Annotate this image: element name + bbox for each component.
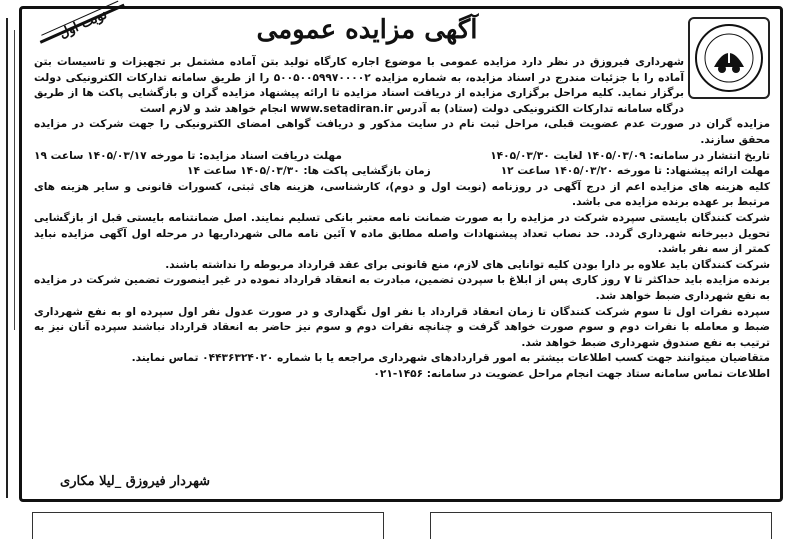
notice-body: [34, 55, 770, 382]
mayor-signature: شهردار فیروزق _لیلا مکاری: [60, 474, 210, 489]
publish-date: تاریخ انتشار در سامانه: ۱۴۰۵/۰۳/۰۹ لغایت ۱۴۰۵/۰۳/۳۰: [490, 149, 770, 162]
adjacent-ad-box-left: [32, 512, 384, 539]
paragraph-setad-contact: اطلاعات تماس سامانه ستاد جهت انجام مراحل عضویت در سامانه: ۱۴۵۶-۰۲۱: [373, 367, 770, 380]
paragraph-intro: شهرداری فیروزق در نظر دارد مزایده عمومی با موضوع اجاره کارگاه تولید بتن آماده مشتمل بر تجهیزات و تاسیسات بتن آماده را با جزئیات مندرج در اسناد مزایده، به شماره مزایده ۵۰۰۵۰۰۵۹۹۷۰۰۰۰۲ را از طریق سامانه تدارکات الکترونیکی دولت برگزار نماید. کلیه مراحل برگزاری مزایده از دریافت اسناد مزایده تا ارائه پیشنهاد مزایده گران و بازگشایی پاکت ها از طریق درگاه سامانه تدارکات الکترونیکی دولت (ستاد) به آدرس www.setadiran.ir انجام خواهد شد و لازم است: [34, 56, 684, 115]
paragraph-costs: کلیه هزینه های مزایده اعم از درج آگهی در روزنامه (نوبت اول و دوم)، کارشناسی، هزینه های ثبتی، کسورات قانونی و سایر هزینه های مرتبط بر عهده برنده مزایده می باشد.: [34, 180, 770, 209]
paragraph-deposit: شرکت کنندگان بایستی سپرده شرکت در مزایده را به صورت ضمانت نامه معتبر بانکی تسلیم نمایند. اصل ضمانتنامه بایستی قبل از بازگشایی تحویل دبیرخانه شهرداری گردد. حد نصاب تعداد پیشنهادات واصله مطابق ماده ۷ آئین نامه مالی شهرداریها در مرحله اول آگهی مزایده نباید کمتر از سه نفر باشد.: [34, 211, 770, 256]
paragraph-contact: متقاضیان میتوانند جهت کسب اطلاعات بیشتر به امور قراردادهای شهرداری مراجعه یا با شماره ۰۴۴۳۶۳۲۴۰۲۰ تماس نمایند.: [131, 352, 770, 365]
dates-row-1: [34, 149, 770, 165]
notice-frame: [19, 6, 783, 502]
adjacent-ad-border-inner: [0, 30, 15, 330]
adjacent-ad-box-right: [430, 512, 772, 539]
paragraph-contract: برنده مزایده باید حداکثر تا ۷ روز کاری پس از ابلاغ با سپردن تضمین، مبادرت به انعقاد قرارداد نموده در غیر اینصورت تضمین شرکت در مزایده به نفع شهرداری ضبط خواهد شد.: [34, 274, 770, 302]
ribbon-label: نوبت اول: [57, 7, 110, 42]
paragraph-eligibility: شرکت کنندگان باید علاوه بر دارا بودن کلیه توانایی های لازم، منع قانونی برای عقد قرارداد مربوطه را نداشته باشند.: [165, 258, 770, 271]
municipality-logo: [688, 17, 770, 99]
dates-row-2: [34, 164, 770, 180]
adjacent-ads-bottom: [20, 512, 780, 530]
paragraph-registration: مزایده گران در صورت عدم عضویت قبلی، مراحل ثبت نام در سایت مذکور و دریافت گواهی امضای الکترونیکی را جهت شرکت در مزایده محقق سازند.: [34, 118, 770, 146]
notice-title: آگهی مزایده عمومی: [256, 15, 478, 45]
paragraph-forfeit: سپرده نفرات اول تا سوم شرکت کنندگان تا زمان انعقاد قرارداد با نفر اول نگهداری و در صورت عدول نفر اول سپرده او به نفع شهرداری ضبط و معامله با نفرات دوم و سوم صورت خواهد گرفت و چنانچه نفرات دوم و سوم نیز حاضر به انعقاد قرارداد نباشند سپرده آنان نیز به ترتیب به نفع صندوق شهرداری ضبط خواهد شد.: [34, 305, 770, 349]
bid-deadline: مهلت ارائه پیشنهاد: تا مورخه ۱۴۰۵/۰۳/۲۰ ساعت ۱۲: [500, 165, 770, 178]
docs-deadline: مهلت دریافت اسناد مزایده: تا مورخه ۱۴۰۵/۰۳/۱۷ ساعت ۱۹: [34, 149, 342, 162]
logo-emblem-icon: [690, 19, 768, 97]
opening-time: زمان بازگشایی پاکت ها: ۱۴۰۵/۰۳/۳۰ ساعت ۱۴: [187, 165, 431, 178]
